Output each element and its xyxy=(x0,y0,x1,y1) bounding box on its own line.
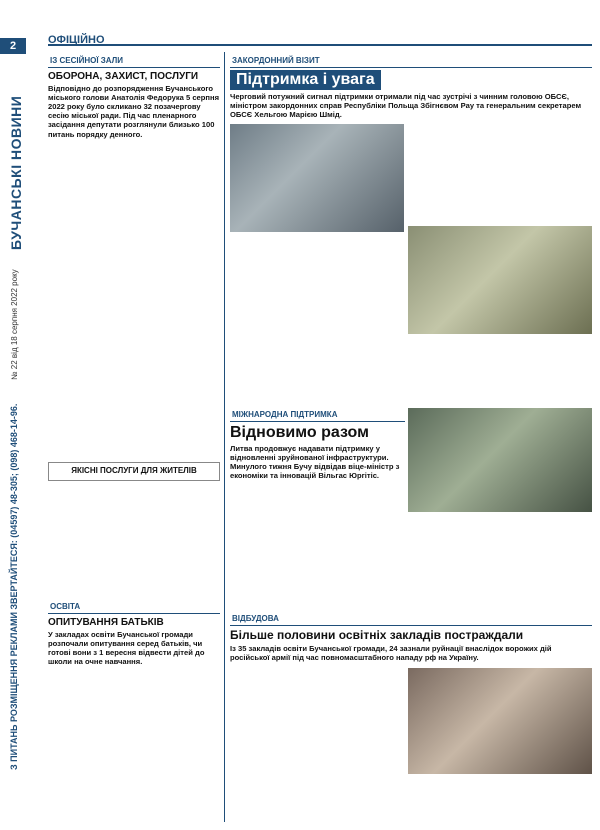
visit-title: Підтримка і увага xyxy=(230,70,381,90)
session-band: ІЗ СЕСІЙНОЇ ЗАЛИ xyxy=(48,54,220,68)
education-lead: У закладах освіти Бучанської громади розпочали опитування серед батьків, чи готові вони з 1 вересня відвести дітей до школи на очне навчання. xyxy=(48,630,205,667)
visit-photo-umbrellas xyxy=(230,124,404,232)
visit-photo-officials xyxy=(408,226,592,334)
section-title: ОФІЦІЙНО xyxy=(48,34,105,46)
visit-article xyxy=(230,54,592,122)
lithuania-article xyxy=(230,408,405,483)
issue-info: № 22 від 18 серпня 2022 року xyxy=(10,269,19,380)
lithuania-title: Відновимо разом xyxy=(230,424,369,441)
session-headline: ОБОРОНА, ЗАХИСТ, ПОСЛУГИ xyxy=(48,71,199,82)
education-headline: ОПИТУВАННЯ БАТЬКІВ xyxy=(48,617,164,628)
session-article xyxy=(48,54,220,142)
visit-lead: Черговий потужний сигнал підтримки отримали під час зустрічі з чинним головою ОБСЄ, міністром закордонних справ Республіки Польща Збігнєвом Рау та генеральним секретарем ОБСЄ Хельгою Марією Шмід. xyxy=(230,92,582,120)
reconstruction-lead: Із 35 закладів освіти Бучанської громади, 24 зазнали руйнації внаслідок ворожих дій російської армії під час повномасштабного нападу рф на Україну. xyxy=(230,644,552,663)
reconstruction-article xyxy=(230,612,592,665)
services-box xyxy=(48,462,220,481)
lithuania-band: МІЖНАРОДНА ПІДТРИМКА xyxy=(230,408,405,422)
services-box-frame xyxy=(48,462,220,481)
services-box-title: ЯКІСНІ ПОСЛУГИ ДЛЯ ЖИТЕЛІВ xyxy=(71,466,197,475)
lithuania-lead: Литва продовжує надавати підтримку у відновленні зруйнованої інфраструктури. Минулого тижня Бучу відвідав віце-міністр з економіки та інновацій Вільгас Юргітіс. xyxy=(230,444,400,481)
reconstruction-title: Більше половини освітніх закладів постраждали xyxy=(230,628,524,642)
page-number: 2 xyxy=(0,38,26,54)
lithuania-photo-meeting xyxy=(408,408,592,512)
column-divider xyxy=(224,52,225,822)
reconstruction-photo-building xyxy=(408,668,592,774)
vertical-side-strip xyxy=(0,0,26,830)
section-header xyxy=(48,28,592,46)
reconstruction-band: ВІДБУДОВА xyxy=(230,612,592,626)
education-band: ОСВІТА xyxy=(48,600,220,614)
session-lead: Відповідно до розпорядження Бучанського міського голови Анатолія Федорука 5 серпня 2022 року було скликано 32 позачергову сесію міської ради. Під час пленарного засідання депутати розглянули близько 100 питань порядку денного. xyxy=(48,84,220,139)
advertising-phone: З ПИТАНЬ РОЗМІЩЕННЯ РЕКЛАМИ ЗВЕРТАЙТЕСЯ: (04597) 48-305; (098) 468-14-96. xyxy=(9,403,19,770)
visit-band: ЗАКОРДОННИЙ ВІЗИТ xyxy=(230,54,592,68)
newspaper-logo: БУЧАНСЬКІ НОВИНИ xyxy=(8,95,24,250)
education-article xyxy=(48,600,220,669)
